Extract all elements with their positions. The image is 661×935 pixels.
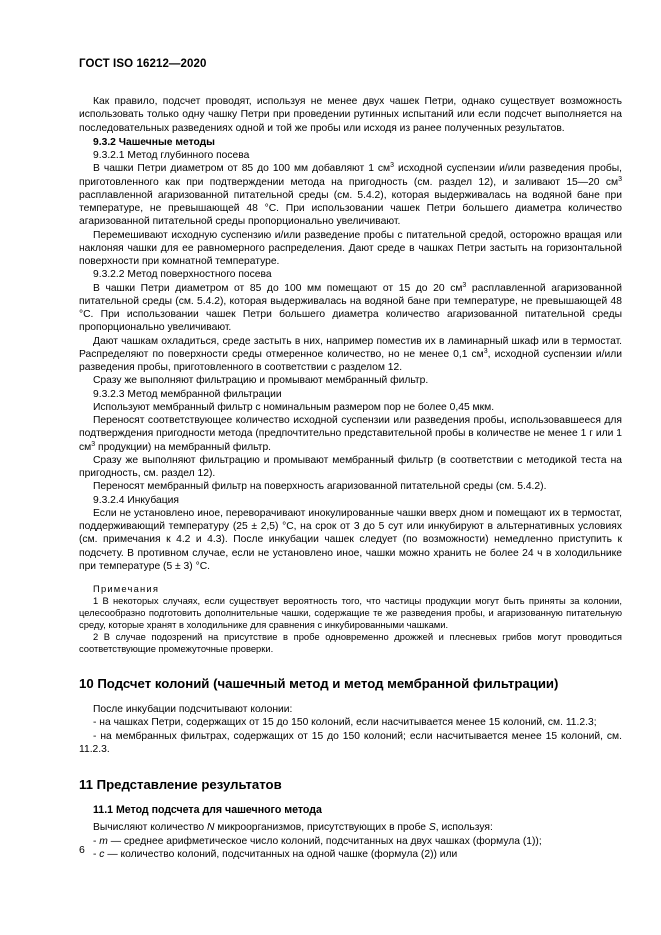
document-header: ГОСТ ISO 16212—2020 <box>79 58 207 70</box>
section-9-3-2-2-heading: 9.3.2.2 Метод поверхностного посева <box>93 269 272 281</box>
note-2: 2 В случае подозрений на присутствие в пробе одновременно дрожжей и плесневых грибов могут проводиться соответствующие промежуточные проверки. <box>79 631 622 654</box>
section-9-3-2-3-paragraph-3: Сразу же выполняют фильтрацию и промывают мембранный фильтр (в соответствии с методикой теста на пригодность, см. раздел 12). <box>79 454 622 479</box>
section-11-list-item-1: - m — среднее арифметическое число колоний, подсчитанных на двух чашках (формула (1)); <box>93 835 542 847</box>
section-10-title: 10 Подсчет колоний (чашечный метод и метод мембранной фильтрации) <box>79 676 559 691</box>
section-10-list-item-2: - на мембранных фильтрах, содержащих от 15 до 150 колоний; если насчитывается менее 15 колоний, см. 11.2.3. <box>79 730 622 755</box>
section-11-1-title: 11.1 Метод подсчета для чашечного метода <box>93 804 322 816</box>
section-9-3-2-4-heading: 9.3.2.4 Инкубация <box>93 494 179 506</box>
section-9-3-2-3-paragraph-2: Переносят соответствующее количество исходной суспензии или разведения пробы, использовавшееся для подтверждения пригодности метода (предпочтительно представительной пробы в количестве не менее 1 г или 1 $см^3$ продукции) на мембранный фильтр. <box>79 415 622 453</box>
section-9-3-2-3-paragraph-1: Используют мембранный фильтр с номинальным размером пор не более 0,45 мкм. <box>93 401 495 413</box>
notes-title: Примечания <box>93 583 160 594</box>
section-9-3-2-2-paragraph-1: В чашки Петри диаметром от 85 до 100 мм помещают от 15 до 20 $см^3$ расплавленной агаризованной питательной среды (см. 5.4.2), которая выдерживалась на водяной бане при температуре, не превышающей 48 °C. При использовании чашек Петри большего диаметра количество агаризованной питательной среды пропорционально увеличивают. <box>79 281 622 334</box>
section-9-3-2-2-paragraph-3: Сразу же выполняют фильтрацию и промывают мембранный фильтр. <box>93 375 429 387</box>
section-10-paragraph: После инкубации подсчитывают колонии: <box>93 704 293 715</box>
main-content <box>79 95 622 861</box>
note-1: 1 В некоторых случаях, если существует вероятность того, что частицы продукции могут быть приняты за колонии, целесообразно подготовить дополнительные чашки, содержащие те же разведения пробы, и агаризованную питательную среду, которые хранят в холодильнике для сравнения с инкубированными чашками. <box>79 595 622 630</box>
section-9-3-2-3-paragraph-4: Переносят мембранный фильтр на поверхность агаризованной питательной среды (см. 5.4.2). <box>93 481 547 493</box>
notes-block <box>79 583 622 655</box>
section-9-3-2-1-paragraph-1: В чашки Петри диаметром от 85 до 100 мм добавляют 1 $см^3$ исходной суспензии и/или разведения пробы, приготовленного как при подтверждении метода на пригодность (см. раздел 12), и заливают 15—20 $см^3$ расплавленной агаризованной питательной среды (см. 5.4.2), которая выдерживалась на водяной бане при температуре, не превышающей 48 °C. При использовании чашек Петри большего диаметра количество агаризованной питательной среды пропорционально увеличивают. <box>79 162 622 228</box>
section-9-3-2-1-heading: 9.3.2.1 Метод глубинного посева <box>93 150 250 161</box>
section-11-list-item-2: - c — количество колоний, подсчитанных на одной чашке (формула (2)) или <box>93 848 458 860</box>
intro-paragraph: Как правило, подсчет проводят, используя не менее двух чашек Петри, однако существует возможность использовать только одну чашку Петри при проведении рутинных испытаний или если подсчет выполняется на последовательных разведениях одной и той же пробы или исходя из ранее полученных результатов. <box>79 96 622 134</box>
section-11-body <box>79 821 622 861</box>
section-9-3-2-3-heading: 9.3.2.3 Метод мембранной фильтрации <box>93 388 282 400</box>
section-9-3-2-title: 9.3.2 Чашечные методы <box>93 136 215 148</box>
section-9-3-2-1-paragraph-2: Перемешивают исходную суспензию и/или разведение пробы с питательной средой, осторожно вращая или наклоняя чашки для ее равномерного распределения. Дают среде в чашках Петри застыть на горизонтальной поверхности при комнатной температуре. <box>79 229 622 267</box>
section-9-3-2-4-paragraph-1: Если не установлено иное, переворачивают инокулированные чашки вверх дном и помещают их в термостат, поддерживающий температуру (25 ± 2,5) °C, на срок от 3 до 5 сут или инкубируют в альтернативных условиях (см. примечания к 4.2 и 4.3). После инкубации чашек следует (по возможности) немедленно приступить к подсчету. В противном случае, если не установлено иное, чашки можно хранить не более 24 ч в холодильнике при температуре (5 ± 3) °C. <box>79 507 622 572</box>
section-11-title: 11 Представление результатов <box>79 777 282 792</box>
page-number: 6 <box>79 844 85 856</box>
section-9-3-2-2-paragraph-2: Дают чашкам охладиться, среде застыть в них, например поместив их в ламинарный шкаф или в термостат. Распределяют по поверхности среды отмеренное количество, но не менее 0,1 $см^3$, исходной суспензии и/или разведения пробы, приготовленного в соответствии с разделом 12. <box>79 335 623 373</box>
section-10-body <box>79 703 622 756</box>
section-10-list-item-1: - на чашках Петри, содержащих от 15 до 150 колоний, если насчитывается менее 15 колоний, см. 11.2.3; <box>93 717 597 729</box>
section-11-paragraph: Вычисляют количество N микроорганизмов, присутствующих в пробе S, используя: <box>93 822 493 834</box>
